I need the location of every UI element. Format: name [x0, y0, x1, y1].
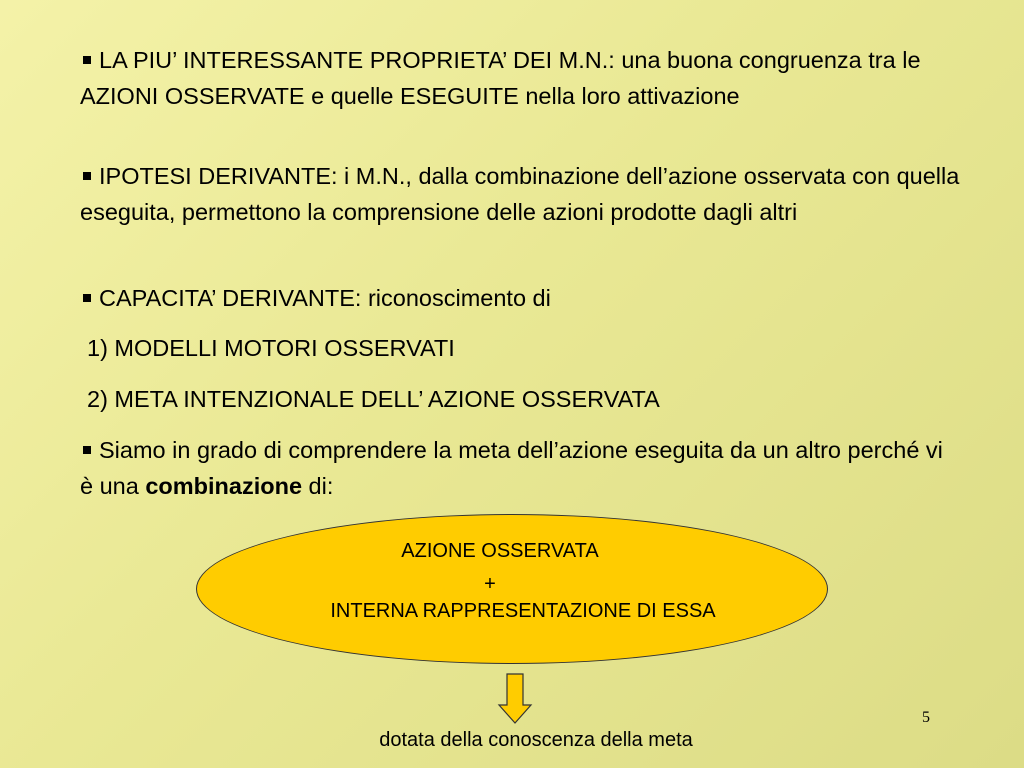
numbered-item-2: 2) META INTENZIONALE DELL’ AZIONE OSSERVATA [87, 386, 660, 412]
ellipse-line-3: INTERNA RAPPRESENTAZIONE DI ESSA [330, 600, 716, 622]
arrow-caption: dotata della conoscenza della meta [379, 729, 693, 751]
bullet-text-4-before: Siamo in grado di comprendere la meta dell’azione eseguita da un altro perché vi è una [80, 437, 943, 499]
square-bullet-icon [83, 446, 91, 454]
square-bullet-icon [83, 172, 91, 180]
ellipse-line-2: + [484, 573, 496, 595]
bullet-text-3: CAPACITA’ DERIVANTE: riconoscimento di [99, 285, 551, 311]
bullet-paragraph-2 [80, 158, 960, 230]
square-bullet-icon [83, 56, 91, 64]
bullet-text-1: LA PIU’ INTERESSANTE PROPRIETA’ DEI M.N.: una buona congruenza tra le AZIONI OSSERVATE e quelle ESEGUITE nella loro attivazione [80, 47, 921, 109]
numbered-item-1: 1) MODELLI MOTORI OSSERVATI [87, 335, 455, 361]
ellipse-line-1: AZIONE OSSERVATA [401, 540, 599, 562]
bullet-text-4-bold: combinazione [145, 473, 303, 499]
bullet-paragraph-3 [80, 280, 960, 316]
bullet-paragraph-1 [80, 42, 960, 114]
bullet-text-4-after: di: [302, 473, 334, 499]
down-arrow-icon [497, 673, 533, 725]
page-number: 5 [922, 709, 930, 726]
combination-ellipse [196, 514, 828, 664]
square-bullet-icon [83, 294, 91, 302]
bullet-paragraph-4 [80, 432, 960, 504]
bullet-text-2: IPOTESI DERIVANTE: i M.N., dalla combinazione dell’azione osservata con quella eseguita, permettono la comprensione delle azioni prodotte dagli altri [80, 163, 960, 225]
